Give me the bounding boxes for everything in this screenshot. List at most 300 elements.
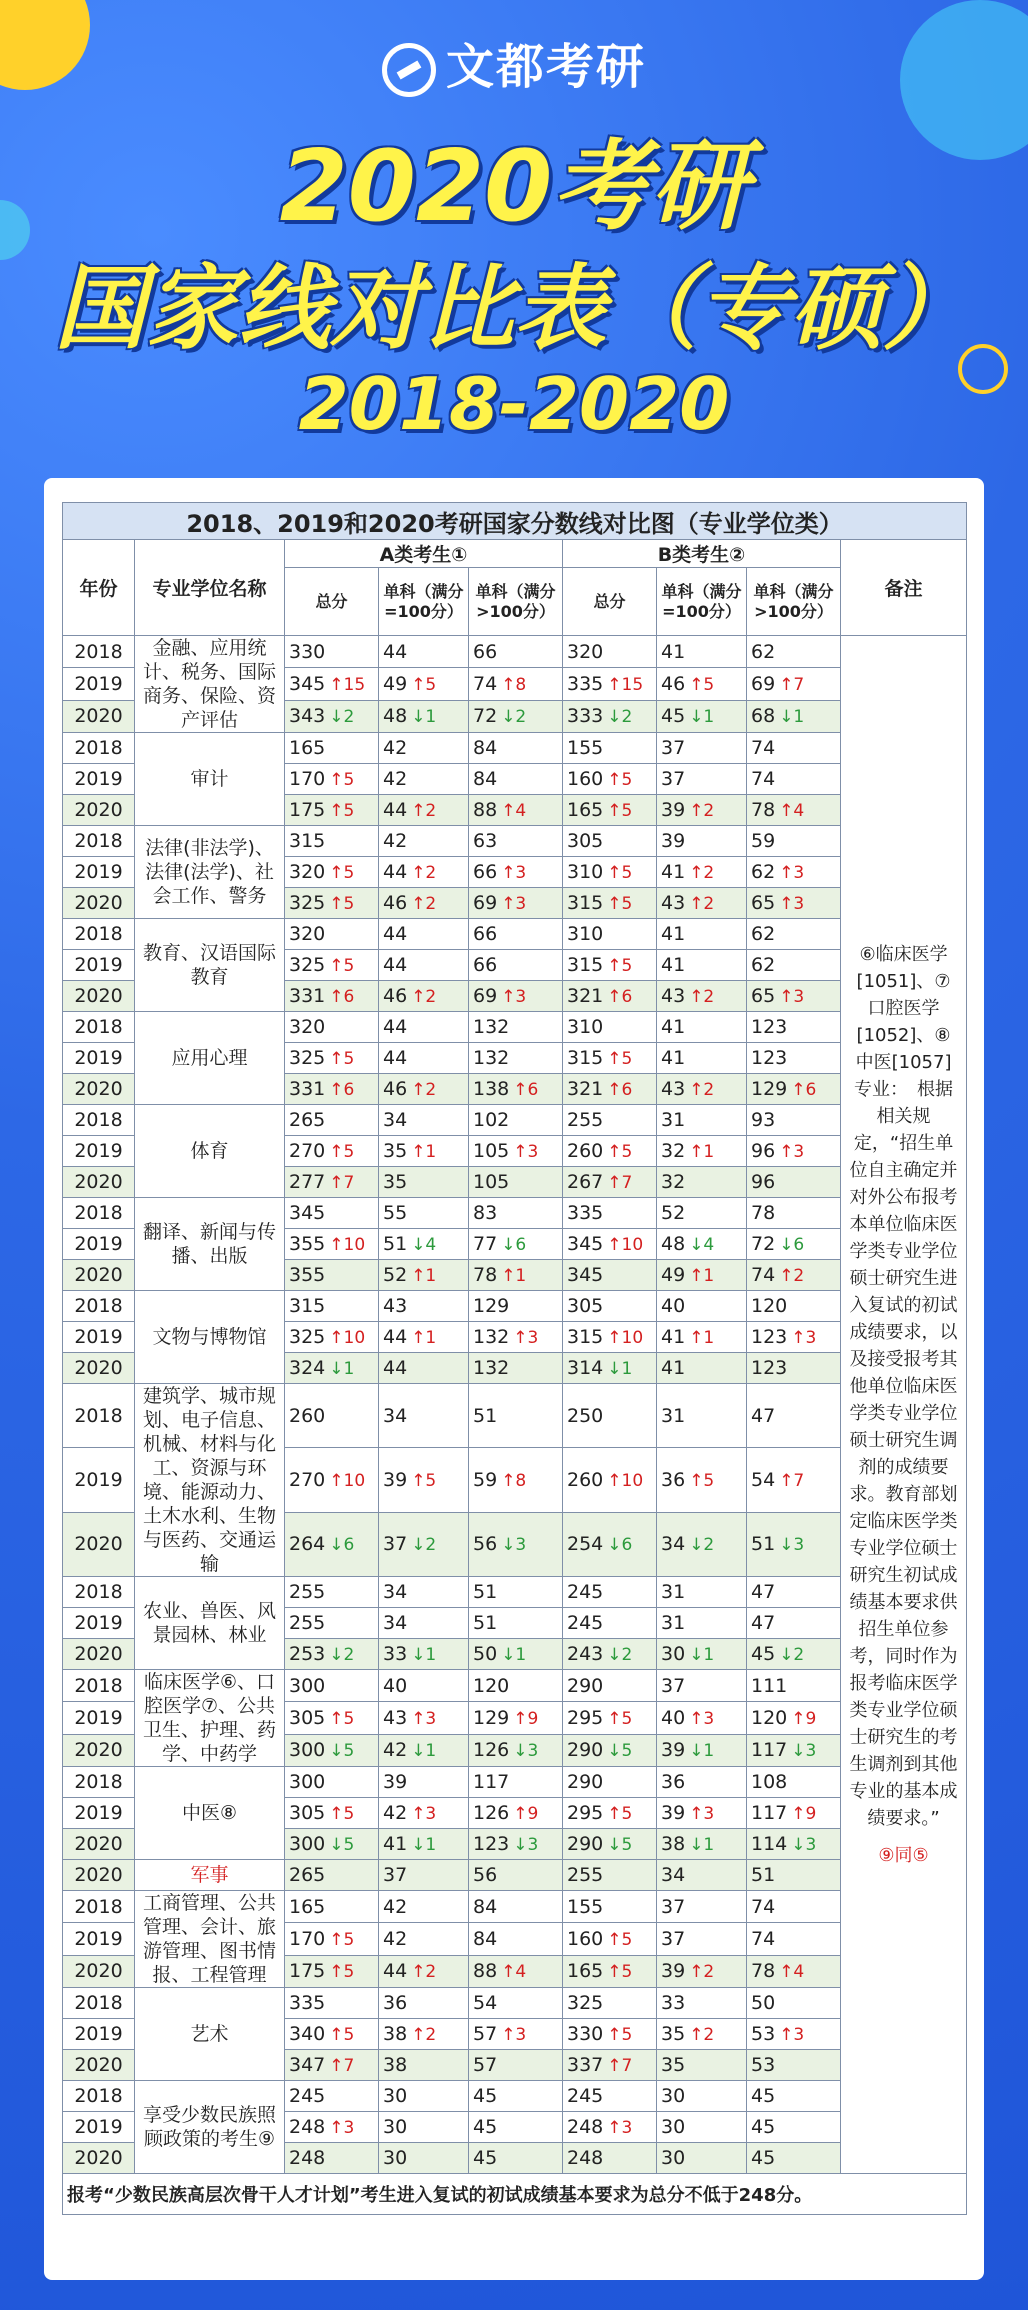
cell-score xyxy=(747,2112,841,2143)
cell-note xyxy=(841,636,967,2174)
increase-indicator: ↑3 xyxy=(779,863,805,883)
cell-score xyxy=(285,1670,379,1702)
score-value: 126 xyxy=(473,1739,510,1762)
score-value: 51 xyxy=(473,1581,498,1603)
cell-year: 2020 xyxy=(63,1353,135,1384)
cell-score xyxy=(285,795,379,826)
increase-indicator: ↑6 xyxy=(329,1080,355,1100)
score-value: 315 xyxy=(567,1326,604,1348)
score-value: 42 xyxy=(383,1739,408,1762)
score-value: 35 xyxy=(661,2054,686,2076)
score-value: 33 xyxy=(661,1992,686,2014)
cell-score xyxy=(469,1229,563,1260)
score-value: 264 xyxy=(289,1533,326,1556)
brand-name: 文都考研 xyxy=(445,39,646,95)
cell-score xyxy=(469,1702,563,1734)
score-value: 38 xyxy=(383,2054,408,2076)
score-value: 65 xyxy=(751,892,776,914)
score-value: 270 xyxy=(289,1140,326,1162)
cell-year: 2020 xyxy=(63,1860,135,1891)
cell-score xyxy=(563,1639,657,1670)
header xyxy=(0,0,1028,470)
cell-score xyxy=(563,1988,657,2019)
increase-indicator: ↑2 xyxy=(689,2025,715,2045)
decrease-indicator: ↓3 xyxy=(791,1835,817,1855)
decrease-indicator: ↓1 xyxy=(689,1741,715,1762)
cell-score xyxy=(285,1074,379,1105)
decrease-indicator: ↓2 xyxy=(607,707,633,728)
increase-indicator: ↑1 xyxy=(411,1142,437,1162)
header-a: A类考生① xyxy=(285,540,563,568)
cell-score xyxy=(285,1229,379,1260)
score-value: 120 xyxy=(473,1674,510,1697)
cell-score xyxy=(469,2081,563,2112)
cell-score xyxy=(285,1260,379,1291)
cell-score xyxy=(469,1105,563,1136)
score-value: 54 xyxy=(751,1468,776,1491)
header-a-total: 总分 xyxy=(285,568,379,636)
score-value: 42 xyxy=(383,737,408,759)
cell-score xyxy=(657,1702,747,1734)
score-value: 255 xyxy=(567,1109,604,1131)
cell-score xyxy=(285,1291,379,1322)
score-value: 31 xyxy=(661,1404,686,1427)
decrease-indicator: ↓1 xyxy=(411,1741,437,1762)
score-value: 78 xyxy=(473,1264,498,1286)
cell-score xyxy=(747,1512,841,1576)
cell-score xyxy=(657,1891,747,1923)
cell-score xyxy=(747,2019,841,2050)
table-row xyxy=(63,733,967,764)
increase-indicator: ↑5 xyxy=(329,801,355,821)
decrease-indicator: ↓6 xyxy=(779,1235,805,1255)
score-value: 39 xyxy=(383,1468,408,1491)
score-value: 41 xyxy=(661,954,686,976)
increase-indicator: ↑3 xyxy=(779,894,805,914)
score-value: 74 xyxy=(751,768,776,790)
score-value: 50 xyxy=(751,1992,776,2014)
cell-score xyxy=(747,1767,841,1798)
score-value: 170 xyxy=(289,1927,326,1950)
score-value: 74 xyxy=(751,1264,776,1286)
increase-indicator: ↑2 xyxy=(689,1962,715,1983)
score-value: 84 xyxy=(473,768,498,790)
cell-score xyxy=(469,700,563,732)
score-value: 41 xyxy=(661,923,686,945)
score-value: 41 xyxy=(661,1326,686,1348)
cell-year: 2020 xyxy=(63,2050,135,2081)
cell-score xyxy=(657,700,747,732)
increase-indicator: ↑4 xyxy=(779,1962,805,1983)
cell-score xyxy=(285,1353,379,1384)
score-value: 41 xyxy=(383,1833,408,1855)
score-value: 105 xyxy=(473,1140,510,1162)
score-value: 165 xyxy=(567,1960,604,1983)
cell-score xyxy=(657,1105,747,1136)
cell-score xyxy=(747,857,841,888)
cell-score xyxy=(469,826,563,857)
increase-indicator: ↑2 xyxy=(411,987,437,1007)
cell-score xyxy=(469,2019,563,2050)
increase-indicator: ↑9 xyxy=(513,1804,539,1824)
cell-score xyxy=(657,1322,747,1353)
score-value: 260 xyxy=(567,1468,604,1491)
decrease-indicator: ↓4 xyxy=(689,1235,715,1255)
cell-score xyxy=(285,857,379,888)
score-value: 43 xyxy=(661,892,686,914)
increase-indicator: ↑3 xyxy=(411,1804,437,1824)
score-value: 31 xyxy=(661,1109,686,1131)
score-value: 160 xyxy=(567,1927,604,1950)
cell-year: 2019 xyxy=(63,1322,135,1353)
increase-indicator: ↑5 xyxy=(411,674,437,695)
score-value: 59 xyxy=(751,830,776,852)
score-value: 57 xyxy=(473,2023,498,2045)
score-value: 45 xyxy=(751,2085,776,2107)
score-value: 66 xyxy=(473,861,498,883)
cell-year: 2018 xyxy=(63,1012,135,1043)
score-value: 165 xyxy=(289,1895,326,1918)
cell-score xyxy=(469,1767,563,1798)
score-value: 254 xyxy=(567,1533,604,1556)
score-value: 129 xyxy=(473,1706,510,1729)
score-value: 52 xyxy=(661,1202,686,1224)
score-value: 48 xyxy=(661,1233,686,1255)
score-value: 51 xyxy=(751,1864,776,1886)
cell-score xyxy=(657,1384,747,1448)
cell-score xyxy=(563,1260,657,1291)
score-value: 245 xyxy=(567,1612,604,1634)
cell-score xyxy=(747,1074,841,1105)
score-value: 310 xyxy=(567,923,604,945)
cell-score xyxy=(285,1105,379,1136)
cell-score xyxy=(285,700,379,732)
score-value: 37 xyxy=(661,1927,686,1950)
decrease-indicator: ↓6 xyxy=(501,1235,527,1255)
cell-score xyxy=(285,1198,379,1229)
cell-score xyxy=(563,2143,657,2174)
cell-score xyxy=(379,1043,469,1074)
cell-score xyxy=(469,1136,563,1167)
cell-program-name: 农业、兽医、风景园林、林业 xyxy=(135,1577,285,1670)
cell-score xyxy=(657,1608,747,1639)
header-name: 专业学位名称 xyxy=(135,540,285,636)
cell-score xyxy=(747,1923,841,1955)
score-value: 42 xyxy=(383,830,408,852)
increase-indicator: ↑2 xyxy=(689,801,715,821)
score-value: 155 xyxy=(567,1895,604,1918)
score-value: 345 xyxy=(567,1264,604,1286)
cell-score xyxy=(469,950,563,981)
score-value: 59 xyxy=(473,1468,498,1491)
score-value: 331 xyxy=(289,1078,326,1100)
score-value: 38 xyxy=(661,1833,686,1855)
cell-program-name: 翻译、新闻与传播、出版 xyxy=(135,1198,285,1291)
increase-indicator: ↑10 xyxy=(329,1470,366,1491)
cell-score xyxy=(379,2019,469,2050)
header-a-s1: 单科（满分=100分） xyxy=(379,568,469,636)
score-value: 260 xyxy=(567,1140,604,1162)
decrease-indicator: ↓1 xyxy=(607,1359,633,1379)
cell-score xyxy=(285,981,379,1012)
cell-year: 2019 xyxy=(63,1608,135,1639)
cell-score xyxy=(285,1384,379,1448)
cell-score xyxy=(379,1767,469,1798)
cell-score xyxy=(563,1448,657,1512)
score-value: 62 xyxy=(751,923,776,945)
cell-score xyxy=(285,1608,379,1639)
cell-score xyxy=(379,1291,469,1322)
cell-year: 2019 xyxy=(63,2019,135,2050)
cell-score xyxy=(379,1448,469,1512)
increase-indicator: ↑5 xyxy=(689,674,715,695)
increase-indicator: ↑3 xyxy=(689,1804,715,1824)
score-value: 248 xyxy=(567,2116,604,2138)
score-value: 248 xyxy=(289,2147,326,2169)
increase-indicator: ↑5 xyxy=(329,894,355,914)
score-value: 46 xyxy=(383,985,408,1007)
table-row xyxy=(63,1012,967,1043)
cell-score xyxy=(657,733,747,764)
header-b-s1: 单科（满分=100分） xyxy=(657,568,747,636)
cell-score xyxy=(657,1136,747,1167)
cell-score xyxy=(657,1512,747,1576)
score-value: 34 xyxy=(661,1533,686,1556)
decrease-indicator: ↓2 xyxy=(779,1645,805,1665)
cell-score xyxy=(285,1448,379,1512)
increase-indicator: ↑1 xyxy=(501,1266,527,1286)
cell-year: 2020 xyxy=(63,1512,135,1576)
cell-score xyxy=(469,1384,563,1448)
cell-score xyxy=(657,888,747,919)
score-value: 315 xyxy=(289,830,326,852)
cell-score xyxy=(563,888,657,919)
cell-year: 2018 xyxy=(63,1105,135,1136)
cell-score xyxy=(657,2050,747,2081)
cell-score xyxy=(379,888,469,919)
score-value: 72 xyxy=(751,1233,776,1255)
score-value: 40 xyxy=(661,1706,686,1729)
cell-score xyxy=(469,1955,563,1987)
cell-score xyxy=(379,1734,469,1766)
score-value: 41 xyxy=(661,1357,686,1379)
increase-indicator: ↑5 xyxy=(607,1804,633,1824)
score-value: 290 xyxy=(567,1833,604,1855)
increase-indicator: ↑3 xyxy=(329,2118,355,2138)
score-value: 51 xyxy=(751,1533,776,1556)
table-body xyxy=(63,636,967,2174)
score-value: 305 xyxy=(567,1295,604,1317)
score-value: 245 xyxy=(567,2085,604,2107)
score-value: 330 xyxy=(567,2023,604,2045)
cell-year: 2019 xyxy=(63,1702,135,1734)
cell-score xyxy=(563,2050,657,2081)
cell-score xyxy=(563,1577,657,1608)
cell-score xyxy=(379,1229,469,1260)
increase-indicator: ↑5 xyxy=(607,1962,633,1983)
cell-score xyxy=(747,1734,841,1766)
score-value: 310 xyxy=(567,861,604,883)
increase-indicator: ↑2 xyxy=(689,1080,715,1100)
cell-score xyxy=(657,1670,747,1702)
score-value: 44 xyxy=(383,861,408,883)
score-value: 56 xyxy=(473,1533,498,1556)
increase-indicator: ↑3 xyxy=(791,1328,817,1348)
increase-indicator: ↑5 xyxy=(607,863,633,883)
increase-indicator: ↑10 xyxy=(607,1235,644,1255)
cell-year: 2020 xyxy=(63,1260,135,1291)
score-value: 62 xyxy=(751,954,776,976)
cell-year: 2019 xyxy=(63,764,135,795)
cell-score xyxy=(747,1198,841,1229)
cell-score xyxy=(747,1448,841,1512)
score-value: 69 xyxy=(473,892,498,914)
score-value: 325 xyxy=(289,1047,326,1069)
cell-score xyxy=(563,1012,657,1043)
increase-indicator: ↑2 xyxy=(689,863,715,883)
increase-indicator: ↑5 xyxy=(329,1708,355,1729)
score-value: 315 xyxy=(289,1295,326,1317)
cell-year: 2019 xyxy=(63,1448,135,1512)
cell-score xyxy=(747,700,841,732)
increase-indicator: ↑3 xyxy=(779,2025,805,2045)
score-value: 44 xyxy=(383,1960,408,1983)
score-value: 102 xyxy=(473,1109,510,1131)
cell-year: 2019 xyxy=(63,1229,135,1260)
score-value: 277 xyxy=(289,1171,326,1193)
score-value: 120 xyxy=(751,1706,788,1729)
cell-year: 2019 xyxy=(63,1798,135,1829)
score-value: 41 xyxy=(661,1016,686,1038)
cell-year: 2018 xyxy=(63,1891,135,1923)
cell-year: 2020 xyxy=(63,1829,135,1860)
decrease-indicator: ↓3 xyxy=(791,1741,817,1762)
cell-score xyxy=(469,1798,563,1829)
increase-indicator: ↑5 xyxy=(607,1142,633,1162)
cell-year: 2020 xyxy=(63,1074,135,1105)
cell-score xyxy=(563,700,657,732)
cell-score xyxy=(747,1105,841,1136)
score-value: 45 xyxy=(473,2147,498,2169)
score-value: 36 xyxy=(383,1992,408,2014)
increase-indicator: ↑7 xyxy=(329,2056,355,2076)
score-value: 255 xyxy=(289,1612,326,1634)
score-value: 170 xyxy=(289,768,326,790)
cell-year: 2020 xyxy=(63,2143,135,2174)
cell-score xyxy=(563,857,657,888)
score-value: 69 xyxy=(473,985,498,1007)
cell-score xyxy=(563,1167,657,1198)
score-value: 165 xyxy=(289,737,326,759)
cell-year: 2018 xyxy=(63,1767,135,1798)
increase-indicator: ↑6 xyxy=(329,987,355,1007)
score-value: 45 xyxy=(473,2116,498,2138)
score-value: 41 xyxy=(661,1047,686,1069)
score-value: 74 xyxy=(751,1927,776,1950)
increase-indicator: ↑5 xyxy=(411,1470,437,1491)
cell-score xyxy=(747,1353,841,1384)
decrease-indicator: ↓1 xyxy=(411,707,437,728)
score-value: 345 xyxy=(289,1202,326,1224)
increase-indicator: ↑6 xyxy=(513,1080,539,1100)
cell-score xyxy=(747,733,841,764)
score-value: 34 xyxy=(383,1404,408,1427)
score-value: 45 xyxy=(751,2147,776,2169)
increase-indicator: ↑5 xyxy=(607,770,633,790)
increase-indicator: ↑1 xyxy=(689,1266,715,1286)
score-value: 44 xyxy=(383,1016,408,1038)
cell-score xyxy=(379,1860,469,1891)
decrease-indicator: ↓2 xyxy=(411,1535,437,1556)
score-value: 43 xyxy=(383,1295,408,1317)
score-value: 40 xyxy=(661,1295,686,1317)
score-value: 30 xyxy=(383,2085,408,2107)
score-value: 37 xyxy=(661,737,686,759)
cell-score xyxy=(657,1829,747,1860)
score-value: 320 xyxy=(289,861,326,883)
score-value: 315 xyxy=(567,892,604,914)
cell-score xyxy=(563,1923,657,1955)
score-value: 305 xyxy=(289,1706,326,1729)
score-value: 255 xyxy=(567,1864,604,1886)
cell-score xyxy=(469,1860,563,1891)
score-value: 39 xyxy=(661,1739,686,1762)
increase-indicator: ↑5 xyxy=(329,1142,355,1162)
score-value: 165 xyxy=(567,799,604,821)
score-value: 74 xyxy=(751,737,776,759)
increase-indicator: ↑2 xyxy=(411,2025,437,2045)
score-value: 37 xyxy=(661,1674,686,1697)
cell-score xyxy=(747,1702,841,1734)
cell-score xyxy=(563,668,657,700)
increase-indicator: ↑2 xyxy=(411,1080,437,1100)
cell-year: 2018 xyxy=(63,1384,135,1448)
table-row xyxy=(63,1384,967,1448)
cell-score xyxy=(747,1043,841,1074)
score-value: 335 xyxy=(567,672,604,695)
cell-score xyxy=(747,1291,841,1322)
cell-score xyxy=(379,1012,469,1043)
score-value: 129 xyxy=(473,1295,510,1317)
cell-score xyxy=(657,764,747,795)
cell-score xyxy=(747,1670,841,1702)
increase-indicator: ↑3 xyxy=(689,1708,715,1729)
increase-indicator: ↑10 xyxy=(607,1470,644,1491)
table-row xyxy=(63,826,967,857)
cell-year: 2018 xyxy=(63,1291,135,1322)
increase-indicator: ↑15 xyxy=(329,674,366,695)
decrease-indicator: ↓2 xyxy=(689,1535,715,1556)
cell-score xyxy=(657,1767,747,1798)
score-value: 42 xyxy=(383,768,408,790)
score-value: 33 xyxy=(383,1643,408,1665)
score-value: 51 xyxy=(473,1404,498,1427)
score-value: 340 xyxy=(289,2023,326,2045)
cell-score xyxy=(563,1891,657,1923)
cell-score xyxy=(747,826,841,857)
cell-score xyxy=(747,668,841,700)
cell-score xyxy=(285,2019,379,2050)
cell-score xyxy=(469,919,563,950)
cell-score xyxy=(285,1767,379,1798)
cell-year: 2020 xyxy=(63,1639,135,1670)
cell-score xyxy=(563,2112,657,2143)
increase-indicator: ↑5 xyxy=(607,956,633,976)
score-value: 315 xyxy=(567,954,604,976)
cell-score xyxy=(563,2019,657,2050)
cell-score xyxy=(563,1074,657,1105)
decrease-indicator: ↓5 xyxy=(607,1741,633,1762)
